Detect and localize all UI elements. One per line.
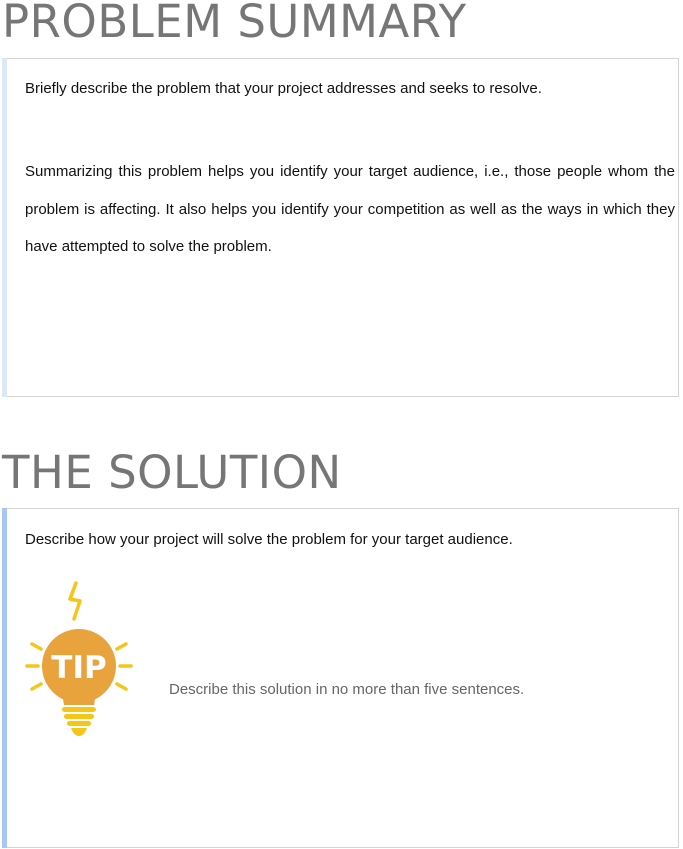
solution-intro-text: Describe how your project will solve the problem for your target audience. <box>25 531 513 548</box>
problem-detail-text: Summarizing this problem helps you identify your target audience, i.e., those people whom the problem is affecting. It also helps you identify your competition as well as the ways in which they have attempted to solve the problem. <box>25 163 675 255</box>
tip-label: TIP <box>51 650 107 686</box>
tip-text: Describe this solution in no more than five sentences. <box>169 681 525 698</box>
problem-summary-box <box>2 58 679 397</box>
problem-summary-heading: PROBLEM SUMMARY <box>2 0 467 48</box>
solution-heading: THE SOLUTION <box>2 446 342 499</box>
lightbulb-tip-icon <box>24 581 134 741</box>
problem-intro-text: Briefly describe the problem that your project addresses and seeks to resolve. <box>25 80 542 97</box>
solution-box <box>2 508 679 848</box>
